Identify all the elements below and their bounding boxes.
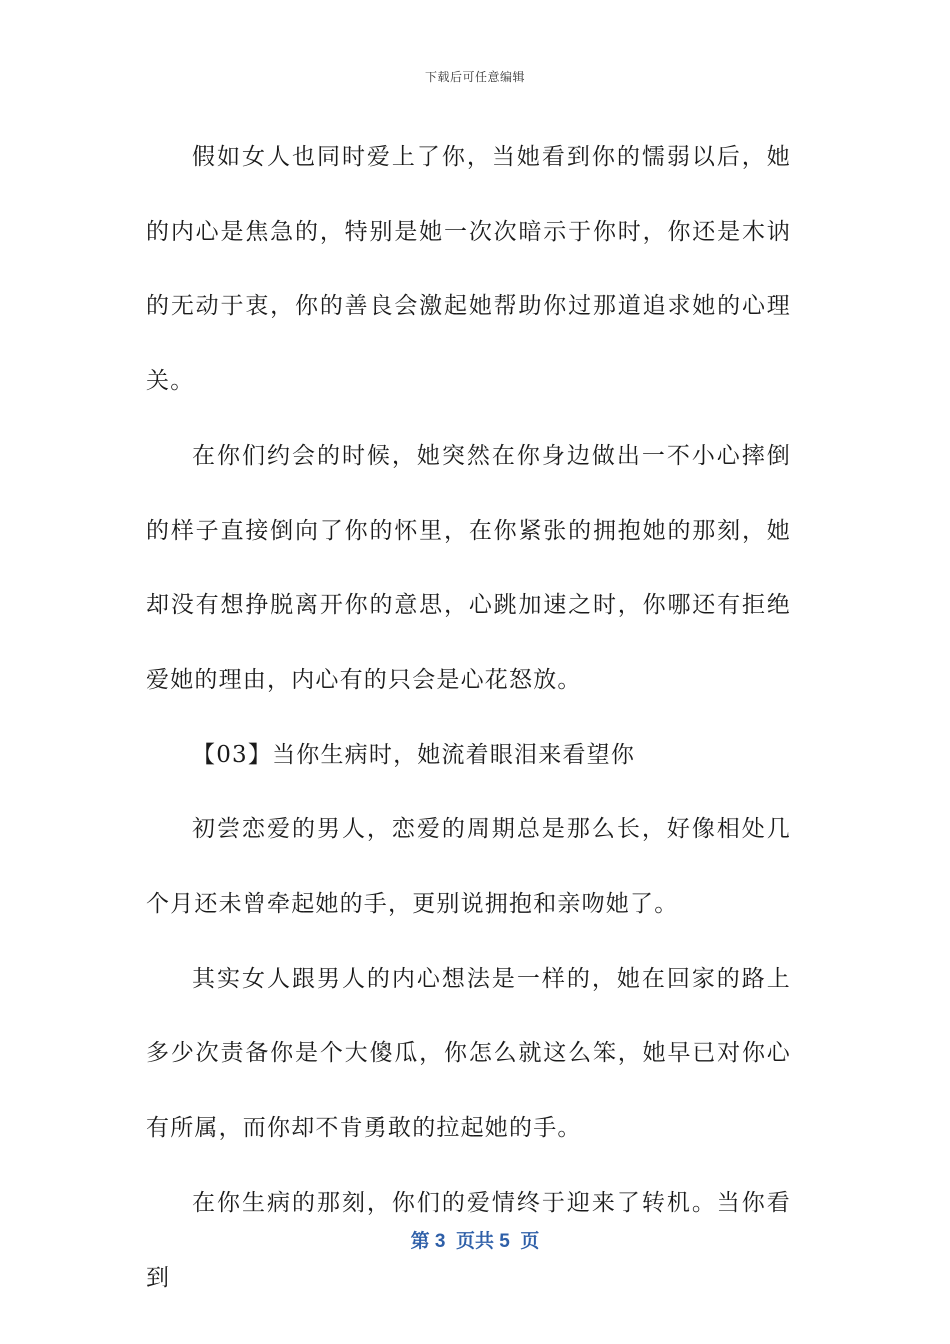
page-header: 下载后可任意编辑: [424, 70, 525, 84]
paragraph-2: 在你们约会的时候，她突然在你身边做出一不小心摔倒的样子直接倒向了你的怀里，在你紧张的拥抱她的那刻，她却没有想挣脱离开你的意思，心跳加速之时，你哪还有拒绝爱她的理由，内心有的只会是心花怒放。: [146, 442, 791, 693]
section-heading-03: 【03】当你生病时，她流着眼泪来看望你: [192, 741, 636, 768]
paragraph-4: 其实女人跟男人的内心想法是一样的，她在回家的路上多少次责备你是个大傻瓜，你怎么就这么笨，她早已对你心有所属，而你却不肯勇敢的拉起她的手。: [146, 965, 791, 1142]
page-number-footer: 第 3 页共 5 页: [410, 1231, 540, 1252]
paragraph-1: 假如女人也同时爱上了你，当她看到你的懦弱以后，她的内心是焦急的，特别是她一次次暗示于你时，你还是木讷的无动于衷，你的善良会激起她帮助你过那道追求她的心理关。: [146, 144, 791, 395]
paragraph-3: 初尝恋爱的男人，恋爱的周期总是那么长，好像相处几个月还未曾牵起她的手，更别说拥抱和亲吻她了。: [146, 816, 791, 918]
paragraph-5: 在你生病的那刻，你们的爱情终于迎来了转机。当你看到: [146, 1189, 791, 1291]
document-body: [146, 120, 791, 1315]
